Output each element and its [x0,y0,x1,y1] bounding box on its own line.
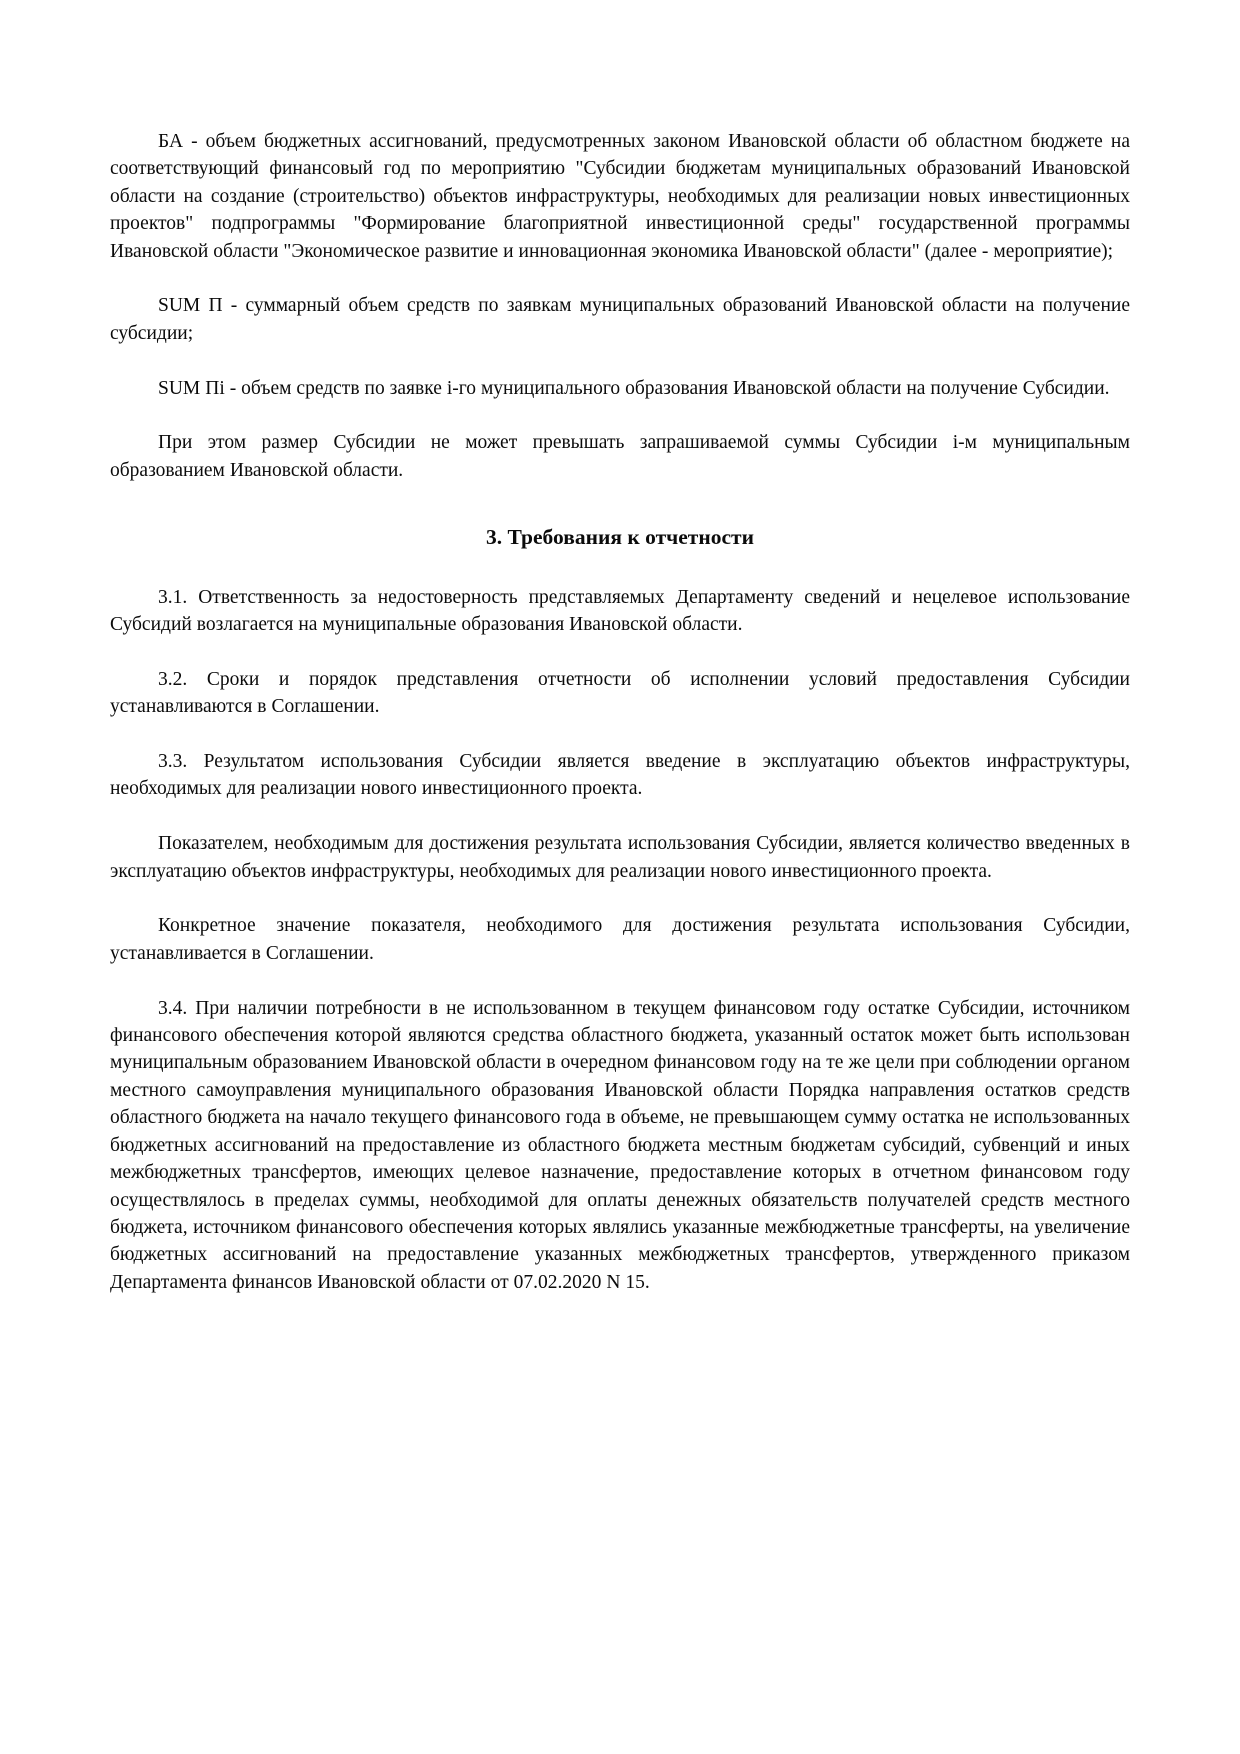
paragraph-sum-pi-definition: SUM Пi - объем средств по заявке i-го муниципального образования Ивановской области на получение Субсидии. [158,377,1110,399]
document-content [110,128,1130,1296]
paragraph-ba-definition: БА - объем бюджетных ассигнований, предусмотренных законом Ивановской области об областном бюджете на соответствующий финансовый год по мероприятию "Субсидии бюджетам муниципальных образований Ивановской области на создание (строительство) объектов инфраструктуры, необходимых для реализации новых инвестиционных проектов" подпрограммы "Формирование благоприятной инвестиционной среды" государственной программы Ивановской области "Экономическое развитие и инновационная экономика Ивановской области" (далее - мероприятие); [110,131,1130,262]
paragraph-clause-3-2: 3.2. Сроки и порядок представления отчетности об исполнении условий предоставления Субсидии устанавливаются в Соглашении. [110,668,1130,718]
paragraph-clause-3-3: 3.3. Результатом использования Субсидии является введение в эксплуатацию объектов инфраструктуры, необходимых для реализации нового инвестиционного проекта. [110,751,1130,800]
section-heading-reporting-requirements: 3. Требования к отчетности [486,525,754,550]
paragraph-indicator-value: Конкретное значение показателя, необходимого для достижения результата использования Субсидии, устанавливается в Соглашении. [110,915,1130,964]
paragraph-sum-p-definition: SUM П - суммарный объем средств по заявкам муниципальных образований Ивановской области на получение субсидии; [110,295,1130,344]
paragraph-indicator-definition: Показателем, необходимым для достижения результата использования Субсидии, является количество введенных в эксплуатацию объектов инфраструктуры, необходимых для реализации нового инвестиционного проекта. [110,833,1130,882]
paragraph-clause-3-4: 3.4. При наличии потребности в не использованном в текущем финансовом году остатке Субсидии, источником финансового обеспечения которой являются средства областного бюджета, указанный остаток может быть использован муниципальным образованием Ивановской области в очередном финансовом году на те же цели при соблюдении органом местного самоуправления муниципального образования Ивановской области Порядка направления остатков средств областного бюджета на начало текущего финансового года в объеме, не превышающем сумму остатка не использованных бюджетных ассигнований на предоставление из областного бюджета местным бюджетам субсидий, субвенций и иных межбюджетных трансфертов, имеющих целевое назначение, предоставление которых в отчетном финансовом году осуществлялось в пределах суммы, необходимой для оплаты денежных обязательств получателей средств местного бюджета, источником финансового обеспечения которых являлись указанные межбюджетные трансферты, на увеличение бюджетных ассигнований на предоставление указанных межбюджетных трансфертов, утвержденного приказом Департамента финансов Ивановской области от 07.02.2020 N 15. [110,997,1130,1293]
paragraph-clause-3-1: 3.1. Ответственность за недостоверность представляемых Департаменту сведений и нецелевое использование Субсидий возлагается на муниципальные образования Ивановской области. [110,586,1130,636]
paragraph-subsidy-limit: При этом размер Субсидии не может превышать запрашиваемой суммы Субсидии i-м муниципальным образованием Ивановской области. [110,432,1130,481]
